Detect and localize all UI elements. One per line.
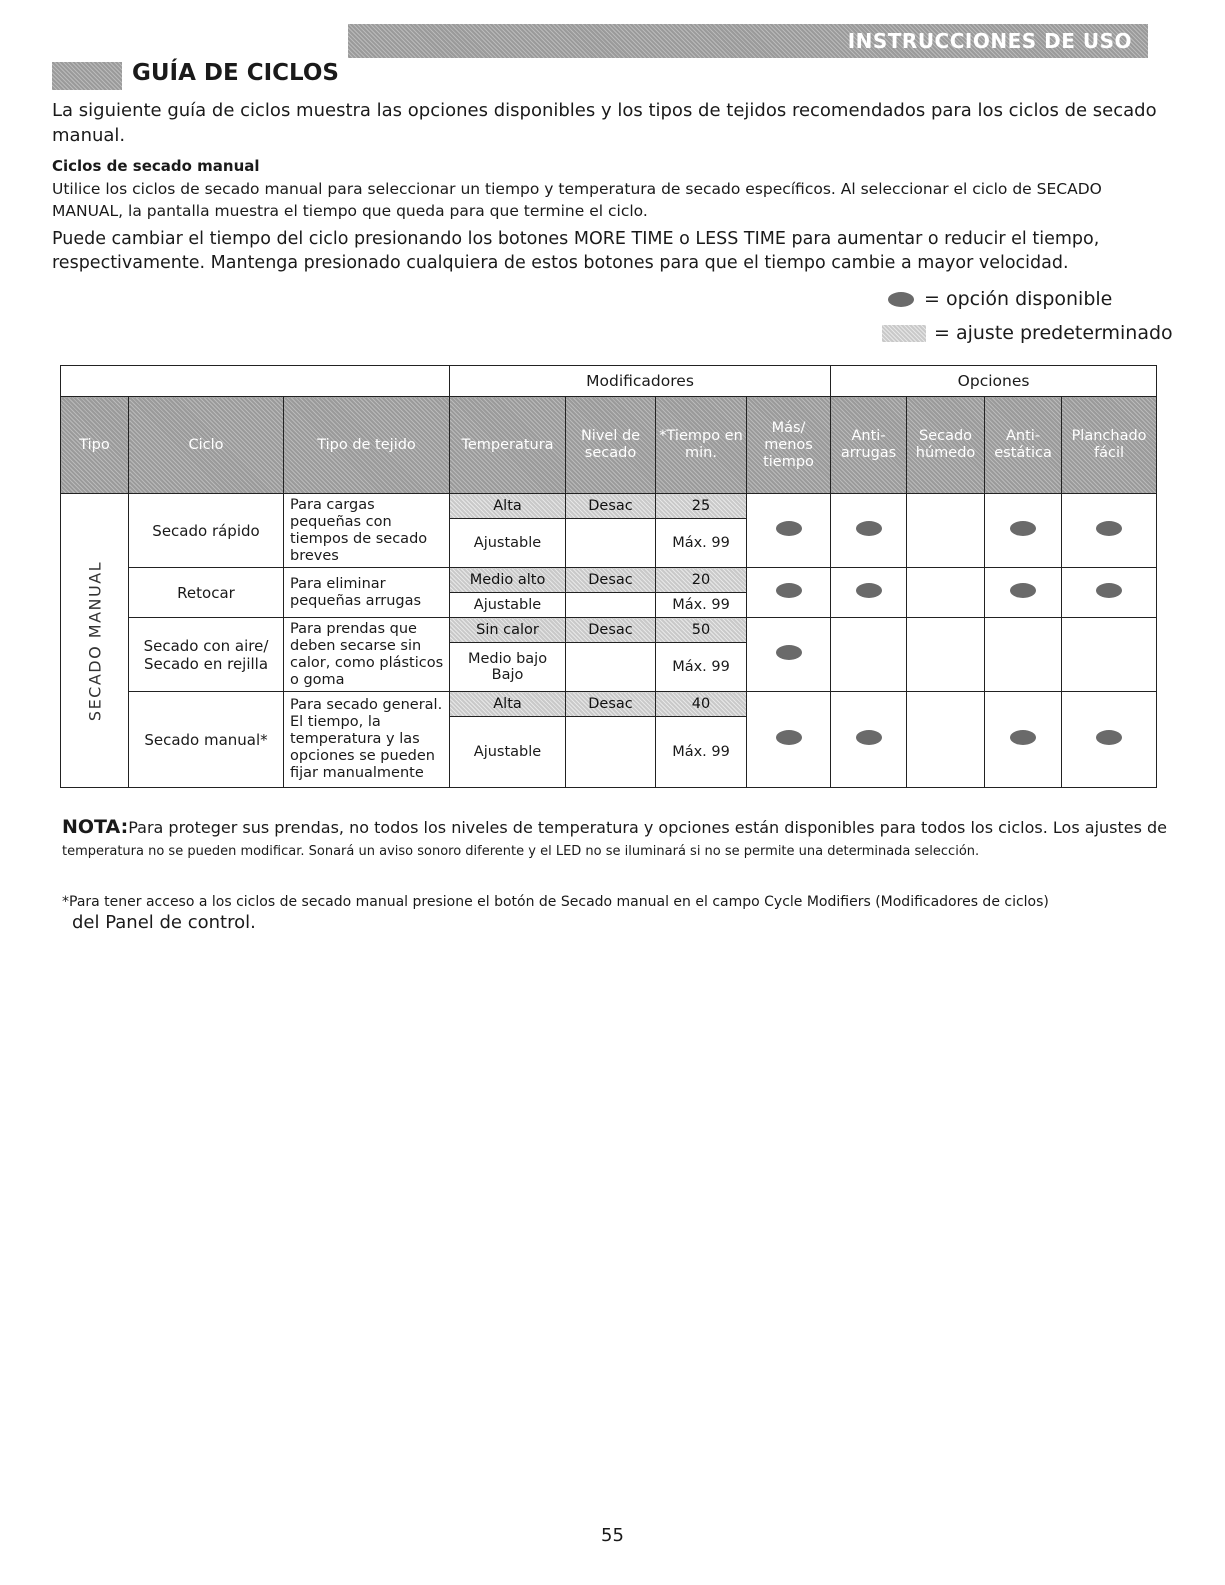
adjustable-temperature: Ajustable (450, 519, 566, 568)
table-row (61, 494, 1157, 519)
col-header-masmenos: Más/ menos tiempo (747, 397, 831, 494)
section-banner (348, 24, 1148, 58)
humedo-empty (907, 692, 985, 788)
default-temperature: Sin calor (450, 618, 566, 643)
table-row (61, 568, 1157, 593)
body-paragraph-1: Utilice los ciclos de secado manual para seleccionar un tiempo y temperatura de secado específicos. Al seleccionar el ciclo de SECADO MANUAL, la pantalla muestra el tiempo que queda para que termine el ciclo. (52, 180, 1102, 220)
body-paragraph-2: Puede cambiar el tiempo del ciclo presionando los botones MORE TIME o LESS TIME para aumentar o reducir el tiempo, respectivamente. Mantenga presionado cualquiera de estos botones para que el tiempo cambie a mayor velocidad. (52, 229, 1100, 273)
default-time: 20 (656, 568, 747, 593)
humedo-empty (907, 494, 985, 568)
tipo-label: SECADO MANUAL (85, 560, 104, 721)
legend-available-label: = opción disponible (924, 288, 1113, 310)
dry-level-empty (566, 717, 656, 788)
cycle-name: Secado rápido (129, 494, 284, 568)
planchado-available (1062, 568, 1157, 618)
filled-oval-icon (1010, 521, 1036, 536)
humedo-empty (907, 618, 985, 692)
filled-oval-icon (856, 583, 882, 598)
masmenos-available (747, 692, 831, 788)
planchado-available (1062, 494, 1157, 568)
filled-oval-icon (1096, 583, 1122, 598)
page-number: 55 (601, 1525, 624, 1546)
cycle-name: Secado con aire/ Secado en rejilla (129, 618, 284, 692)
max-time: Máx. 99 (656, 717, 747, 788)
legend-default (882, 322, 1173, 344)
dry-level-empty (566, 593, 656, 618)
masmenos-available (747, 568, 831, 618)
col-header-tiempo: *Tiempo en min. (656, 397, 747, 494)
hatched-swatch-icon (882, 325, 926, 342)
filled-oval-icon (776, 583, 802, 598)
note-paragraph (62, 816, 1172, 839)
filled-oval-icon (1010, 730, 1036, 745)
adjustable-temperature: Ajustable (450, 593, 566, 618)
default-temperature: Medio alto (450, 568, 566, 593)
antiestatica-available (985, 568, 1062, 618)
col-header-tipo: Tipo (61, 397, 129, 494)
title-marker-block (52, 62, 122, 90)
col-header-nivel: Nivel de secado (566, 397, 656, 494)
col-header-humedo: Secado húmedo (907, 397, 985, 494)
antiarrugas-available (831, 568, 907, 618)
antiestatica-available (985, 494, 1062, 568)
default-time: 50 (656, 618, 747, 643)
section-banner-label: INSTRUCCIONES DE USO (847, 29, 1132, 53)
filled-oval-icon (776, 730, 802, 745)
header-group-modificadores: Modificadores (450, 366, 831, 397)
planchado-available (1062, 692, 1157, 788)
page-title: GUÍA DE CICLOS (132, 60, 339, 86)
dry-level-empty (566, 643, 656, 692)
filled-oval-icon (1096, 730, 1122, 745)
default-time: 40 (656, 692, 747, 717)
default-dry-level: Desac (566, 494, 656, 519)
intro-paragraph: La siguiente guía de ciclos muestra las opciones disponibles y los tipos de tejidos recomendados para los ciclos de secado manual. (52, 100, 1157, 146)
tipo-cell (61, 494, 129, 788)
fabric-type: Para eliminar pequeñas arrugas (284, 568, 450, 618)
fabric-type: Para cargas pequeñas con tiempos de secado breves (284, 494, 450, 568)
legend-default-label: = ajuste predeterminado (934, 322, 1173, 344)
note-text-continued: temperatura no se pueden modificar. Sonará un aviso sonoro diferente y el LED no se iluminará si no se permite una determinada selección. (62, 844, 980, 859)
default-temperature: Alta (450, 692, 566, 717)
cycle-name: Secado manual* (129, 692, 284, 788)
masmenos-available (747, 618, 831, 692)
col-header-antiarrugas: Anti- arrugas (831, 397, 907, 494)
planchado-empty (1062, 618, 1157, 692)
cycle-guide-table (60, 365, 1157, 788)
subheading: Ciclos de secado manual (52, 157, 260, 175)
max-time: Máx. 99 (656, 519, 747, 568)
col-header-tejido: Tipo de tejido (284, 397, 450, 494)
default-dry-level: Desac (566, 618, 656, 643)
antiestatica-empty (985, 618, 1062, 692)
filled-oval-icon (856, 521, 882, 536)
humedo-empty (907, 568, 985, 618)
masmenos-available (747, 494, 831, 568)
note-label: NOTA: (62, 816, 129, 838)
filled-oval-icon (776, 521, 802, 536)
footnote: *Para tener acceso a los ciclos de secado manual presione el botón de Secado manual en el campo Cycle Modifiers (Modificadores de ciclos) (62, 894, 1049, 910)
col-header-planchado: Planchado fácil (1062, 397, 1157, 494)
default-time: 25 (656, 494, 747, 519)
antiarrugas-empty (831, 618, 907, 692)
default-dry-level: Desac (566, 568, 656, 593)
antiarrugas-available (831, 692, 907, 788)
note-text: Para proteger sus prendas, no todos los niveles de temperatura y opciones están disponibles para todos los ciclos. Los ajustes de (128, 818, 1168, 837)
default-dry-level: Desac (566, 692, 656, 717)
filled-oval-icon (888, 292, 914, 307)
header-group-blank (61, 366, 450, 397)
antiestatica-available (985, 692, 1062, 788)
filled-oval-icon (1010, 583, 1036, 598)
col-header-temperatura: Temperatura (450, 397, 566, 494)
header-group-opciones: Opciones (831, 366, 1157, 397)
footnote-continued: del Panel de control. (72, 912, 256, 933)
adjustable-temperature: Ajustable (450, 717, 566, 788)
filled-oval-icon (856, 730, 882, 745)
col-header-ciclo: Ciclo (129, 397, 284, 494)
max-time: Máx. 99 (656, 643, 747, 692)
col-header-antiestatica: Anti- estática (985, 397, 1062, 494)
legend-available (888, 288, 1112, 310)
temperature-options: Medio bajo Bajo (450, 643, 566, 692)
cycle-name: Retocar (129, 568, 284, 618)
max-time: Máx. 99 (656, 593, 747, 618)
fabric-type: Para prendas que deben secarse sin calor, como plásticos o goma (284, 618, 450, 692)
filled-oval-icon (1096, 521, 1122, 536)
table-row (61, 692, 1157, 717)
table-row (61, 618, 1157, 643)
fabric-type: Para secado general. El tiempo, la temperatura y las opciones se pueden fijar manualmente (284, 692, 450, 788)
dry-level-empty (566, 519, 656, 568)
antiarrugas-available (831, 494, 907, 568)
default-temperature: Alta (450, 494, 566, 519)
filled-oval-icon (776, 645, 802, 660)
